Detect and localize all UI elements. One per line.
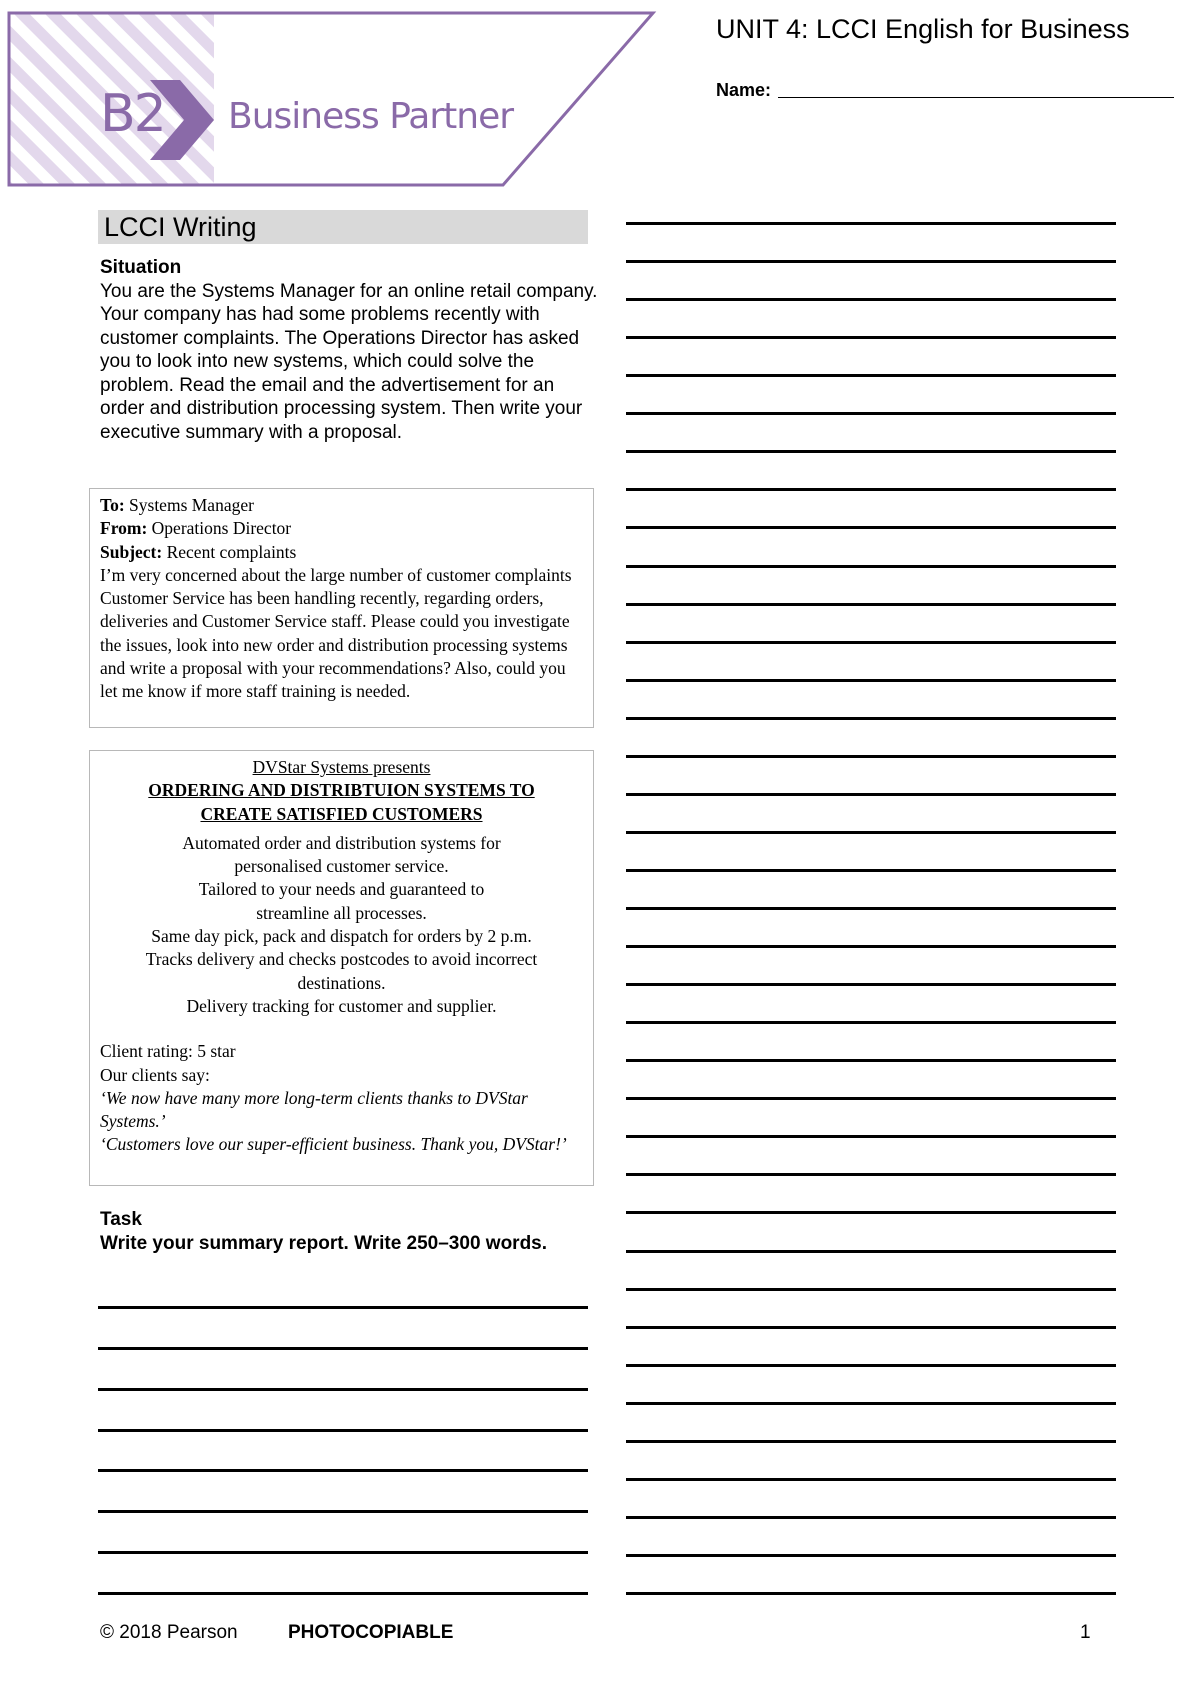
- writing-line[interactable]: [626, 1097, 1116, 1100]
- advert-rating: Client rating: 5 star: [100, 1041, 236, 1062]
- advert-presenter: DVStar Systems presents: [252, 757, 431, 777]
- writing-line[interactable]: [626, 679, 1116, 682]
- writing-line[interactable]: [98, 1388, 588, 1391]
- writing-line[interactable]: [626, 374, 1116, 377]
- writing-line[interactable]: [626, 222, 1116, 225]
- writing-line[interactable]: [626, 983, 1116, 986]
- advert-quote: ‘We now have many more long-term clients thanks to DVStar Systems.’: [100, 1087, 528, 1132]
- writing-line[interactable]: [626, 831, 1116, 834]
- situation-text: You are the Systems Manager for an online retail company. Your company has had some problems recently with customer complaints. The Operations Director has asked you to look into new systems, which could solve the problem. Read the email and the advertisement for an order and distribution processing system. Then write your executive summary with a proposal.: [100, 280, 598, 443]
- writing-line[interactable]: [626, 1554, 1116, 1557]
- email-subject: Subject: Recent complaints: [100, 541, 297, 562]
- advert-quote: ‘Customers love our super-efficient business. Thank you, DVStar!’: [100, 1134, 567, 1155]
- advert-feature: Tracks delivery and checks postcodes to avoid incorrect destinations.: [145, 949, 538, 993]
- writing-line[interactable]: [98, 1429, 588, 1432]
- writing-line[interactable]: [98, 1347, 588, 1350]
- writing-line[interactable]: [98, 1306, 588, 1309]
- page-number: 1: [1080, 1622, 1091, 1643]
- writing-line[interactable]: [626, 1288, 1116, 1291]
- writing-line[interactable]: [626, 1592, 1116, 1595]
- writing-line[interactable]: [626, 526, 1116, 529]
- writing-line[interactable]: [98, 1510, 588, 1513]
- writing-line[interactable]: [626, 450, 1116, 453]
- writing-line[interactable]: [626, 641, 1116, 644]
- writing-line[interactable]: [626, 717, 1116, 720]
- writing-line[interactable]: [626, 260, 1116, 263]
- writing-line[interactable]: [626, 1402, 1116, 1405]
- advert-feature: Automated order and distribution systems for personalised customer service.: [182, 832, 501, 877]
- copyright: © 2018 Pearson: [100, 1622, 238, 1643]
- level-label: B2: [100, 84, 165, 144]
- writing-line[interactable]: [98, 1551, 588, 1554]
- task-heading: Task: [100, 1209, 142, 1230]
- advert-box: [89, 750, 594, 1186]
- email-box: [89, 488, 594, 728]
- writing-line[interactable]: [626, 1250, 1116, 1253]
- task-instruction: Write your summary report. Write 250–300 words.: [100, 1233, 548, 1254]
- situation-heading: Situation: [100, 257, 182, 278]
- writing-line[interactable]: [626, 945, 1116, 948]
- writing-line[interactable]: [626, 336, 1116, 339]
- unit-title: UNIT 4: LCCI English for Business: [716, 14, 1130, 44]
- writing-line[interactable]: [98, 1592, 588, 1595]
- writing-line[interactable]: [626, 793, 1116, 796]
- advert-feature: Same day pick, pack and dispatch for orders by 2 p.m.: [151, 926, 532, 947]
- writing-line[interactable]: [626, 869, 1116, 872]
- name-label: Name:: [716, 80, 772, 100]
- email-body: I’m very concerned about the large number of customer complaints Customer Service has been handling recently, regarding orders, deliveries and Customer Service staff. Please could you investigate the issues, look into new order and distribution processing systems and write a proposal with your recommendations? Also, could you let me know if more staff training is needed.: [100, 564, 572, 702]
- email-to: To: Systems Manager: [100, 495, 254, 515]
- email-from: From: Operations Director: [100, 518, 292, 539]
- advert-feature: Delivery tracking for customer and supplier.: [186, 995, 497, 1016]
- writing-line[interactable]: [626, 1021, 1116, 1024]
- writing-line[interactable]: [626, 755, 1116, 758]
- writing-line[interactable]: [98, 1469, 588, 1472]
- brand-name: Business Partner: [228, 96, 514, 137]
- writing-line[interactable]: [626, 1478, 1116, 1481]
- writing-line[interactable]: [626, 1173, 1116, 1176]
- writing-line[interactable]: [626, 412, 1116, 415]
- writing-line[interactable]: [626, 907, 1116, 910]
- writing-line[interactable]: [626, 1364, 1116, 1367]
- writing-line[interactable]: [626, 488, 1116, 491]
- writing-line[interactable]: [626, 1326, 1116, 1329]
- situation-block: [100, 256, 600, 444]
- advert-headline: ORDERING AND DISTRIBTUION SYSTEMS TO CREATE SATISFIED CUSTOMERS: [148, 780, 535, 824]
- section-title: LCCI Writing: [98, 210, 588, 244]
- photocopiable-label: PHOTOCOPIABLE: [288, 1622, 454, 1643]
- name-field-line[interactable]: [778, 97, 1174, 98]
- task-block: [100, 1208, 547, 1256]
- writing-line[interactable]: [626, 1211, 1116, 1214]
- writing-line[interactable]: [626, 1440, 1116, 1443]
- writing-line[interactable]: [626, 603, 1116, 606]
- writing-line[interactable]: [626, 565, 1116, 568]
- writing-line[interactable]: [626, 298, 1116, 301]
- writing-line[interactable]: [626, 1516, 1116, 1519]
- advert-clients-say: Our clients say:: [100, 1064, 210, 1085]
- advert-feature: Tailored to your needs and guaranteed to streamline all processes.: [198, 879, 485, 923]
- writing-line[interactable]: [626, 1059, 1116, 1062]
- writing-line[interactable]: [626, 1135, 1116, 1138]
